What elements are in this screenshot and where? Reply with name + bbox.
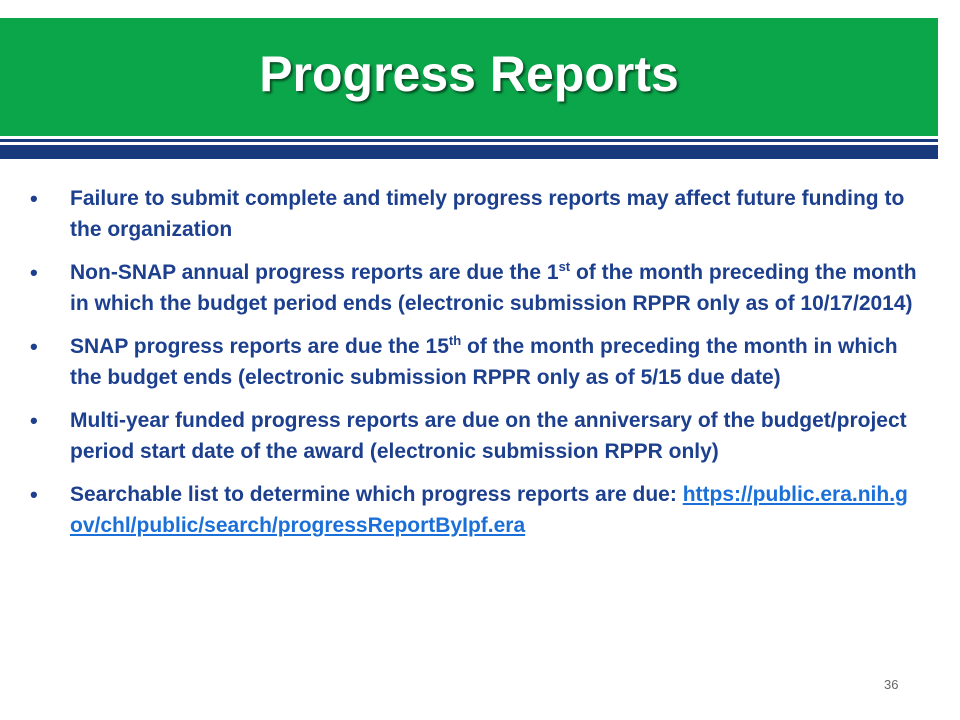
bullet-text: Multi-year funded progress reports are due on the anniversary of the budget/project period start date of the award (electronic submission RPPR only) [70,409,907,463]
bullet-item-non-snap [30,257,920,319]
bullet-icon: • [30,334,38,359]
bullet-list [30,183,920,553]
slide-title: Progress Reports [259,46,679,102]
ordinal-suffix: st [558,259,571,274]
bullet-icon: • [30,260,38,285]
bullet-text: Failure to submit complete and timely progress reports may affect future funding to the organization [70,187,905,241]
progress-report-search-link[interactable]: https://public.era.nih.gov/chl/public/search/progressReportByIpf.era [70,483,908,537]
bullet-text-start: SNAP progress reports are due the 15 [70,335,449,358]
bullet-item-failure [30,183,920,245]
bullet-text-end: of the month preceding the month in which the budget ends (electronic submission RPPR only as of 5/15 due date) [70,335,898,389]
title-divider-thin [0,139,938,142]
page-number: 36 [884,677,899,692]
bullet-item-searchable-list [30,479,920,541]
title-divider-thick [0,145,938,159]
bullet-icon: • [30,186,38,211]
bullet-text-start: Non-SNAP annual progress reports are due the 1 [70,261,559,284]
ordinal-suffix: th [448,333,462,348]
bullet-item-snap [30,331,920,393]
bullet-item-multi-year [30,405,920,467]
bullet-icon: • [30,482,38,507]
bullet-icon: • [30,408,38,433]
bullet-text-end: of the month preceding the month in which the budget period ends (electronic submission RPPR only as of 10/17/2014) [70,261,917,315]
bullet-text: Searchable list to determine which progress reports are due: [70,483,677,506]
